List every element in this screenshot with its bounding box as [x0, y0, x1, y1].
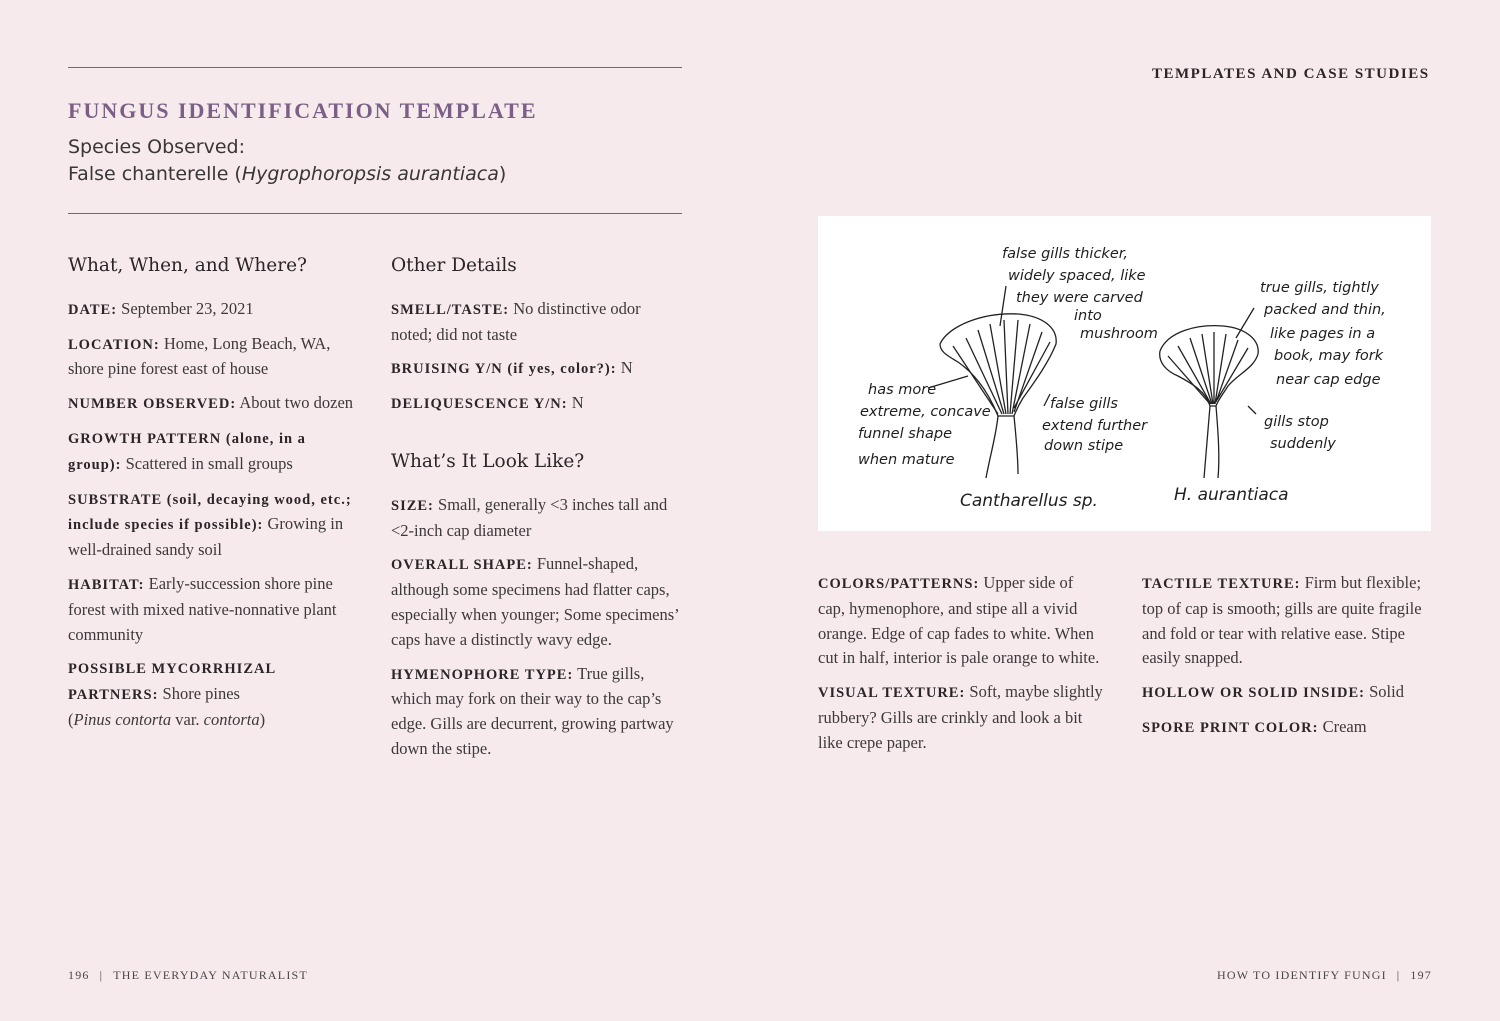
what-when-where-heading: What, When, and Where?	[68, 255, 307, 276]
smell-taste-field: SMELL/TASTE: No distinctive odor noted; did not taste	[391, 298, 641, 344]
growth-pattern-field: GROWTH PATTERN (alone, in a group): Scattered in small groups	[68, 430, 306, 473]
note-extend-1: false gills	[1050, 396, 1118, 412]
note-false-gills-5: mushroom	[1080, 326, 1158, 342]
tactile-texture-field: TACTILE TEXTURE: Firm but flexible; top of cap is smooth; gills are quite fragile and fold or tear with relative ease. Stipe easily snapped.	[1142, 573, 1422, 668]
note-extend-2: extend further	[1042, 418, 1148, 434]
note-gills-stop-1: gills stop	[1264, 414, 1329, 430]
tactile-spore-column	[1142, 571, 1432, 750]
note-true-gills-3: like pages in a	[1270, 326, 1376, 342]
colors-visual-column	[818, 571, 1103, 765]
note-true-gills-4: book, may fork	[1274, 348, 1384, 364]
page-number-right: 197	[1410, 968, 1432, 982]
footer-left: 196 | THE EVERYDAY NATURALIST	[68, 968, 308, 982]
note-concave-1: has more	[868, 382, 937, 398]
note-false-gills-2: widely spaced, like	[1008, 268, 1146, 284]
hymenophore-field: HYMENOPHORE TYPE: True gills, which may fork on their way to the cap’s edge. Gills are decurrent, growing partway down the stipe.	[391, 663, 674, 758]
caption-cantharellus: Cantharellus sp.	[960, 491, 1098, 511]
cantharellus-cap	[940, 314, 1056, 416]
what-when-where-column	[68, 254, 358, 742]
page-title: FUNGUS IDENTIFICATION TEMPLATE	[68, 98, 538, 123]
note-gills-stop-2: suddenly	[1270, 436, 1336, 452]
look-like-heading: What’s It Look Like?	[391, 450, 585, 472]
cantharellus-stipe	[986, 416, 1018, 478]
species-observed	[68, 134, 668, 188]
sketch-drawing	[818, 216, 1431, 531]
spore-print-field: SPORE PRINT COLOR: Cream	[1142, 716, 1367, 736]
hollow-solid-field: HOLLOW OR SOLID INSIDE: Solid	[1142, 682, 1404, 702]
cantharellus-gills	[953, 320, 1050, 414]
number-observed-field: NUMBER OBSERVED: About two dozen	[68, 393, 354, 413]
note-false-gills-1: false gills thicker,	[1002, 246, 1128, 262]
note-true-gills-2: packed and thin,	[1264, 302, 1386, 318]
date-field: DATE: September 23, 2021	[68, 298, 254, 318]
caption-aurantiaca: H. aurantiaca	[1174, 485, 1289, 505]
footer-right: HOW TO IDENTIFY FUNGI | 197	[1217, 968, 1432, 982]
substrate-field: SUBSTRATE (soil, decaying wood, etc.; include species if possible): Growing in well-drained sandy soil	[68, 491, 352, 560]
note-true-gills-5: near cap edge	[1276, 372, 1381, 388]
book-title: THE EVERYDAY NATURALIST	[113, 968, 308, 982]
title-rule	[68, 213, 682, 214]
bruising-field: BRUISING Y/N (if yes, color?): N	[391, 358, 633, 378]
visual-texture-field: VISUAL TEXTURE: Soft, maybe slightly rubbery? Gills are crinkly and look a bit like crepe paper.	[818, 682, 1103, 752]
aurantiaca-stipe	[1204, 406, 1219, 478]
note-concave-2: extreme, concave	[860, 404, 991, 420]
colors-patterns-field: COLORS/PATTERNS: Upper side of cap, hymenophore, and stipe all a vivid orange. Edge of cap fades to white. When cut in half, interior is pale orange to white.	[818, 573, 1100, 668]
aurantiaca-gills	[1168, 332, 1248, 404]
species-label: Species Observed:	[68, 136, 245, 158]
location-field: LOCATION: Home, Long Beach, WA, shore pine forest east of house	[68, 333, 331, 379]
size-field: SIZE: Small, generally <3 inches tall and <2-inch cap diameter	[391, 494, 668, 540]
other-details-heading: Other Details	[391, 255, 517, 276]
deliquescence-field: DELIQUESCENCE Y/N: N	[391, 393, 584, 413]
mycorrhizal-partners-field: POSSIBLE MYCORRHIZAL PARTNERS: Shore pines (Pinus contorta var. contorta)	[68, 661, 276, 729]
note-true-gills-1: true gills, tightly	[1260, 280, 1379, 296]
mushroom-sketch	[818, 216, 1431, 531]
running-head: TEMPLATES AND CASE STUDIES	[1152, 66, 1430, 82]
species-name: False chanterelle (Hygrophoropsis aurantiaca)	[68, 163, 507, 185]
habitat-field: HABITAT: Early-succession shore pine forest with mixed native-nonnative plant community	[68, 573, 337, 644]
page-number-left: 196	[68, 968, 90, 982]
note-concave-3: funnel shape	[858, 426, 952, 442]
chapter-title: HOW TO IDENTIFY FUNGI	[1217, 968, 1387, 982]
note-extend-3: down stipe	[1044, 438, 1124, 454]
note-concave-4: when mature	[858, 452, 955, 468]
note-false-gills-4: into	[1074, 308, 1102, 324]
top-rule	[68, 67, 682, 68]
other-details-column	[391, 254, 681, 771]
overall-shape-field: OVERALL SHAPE: Funnel-shaped, although some specimens had flatter caps, especially when younger; Some specimens’ caps have a distinctly wavy edge.	[391, 554, 679, 649]
note-false-gills-3: they were carved	[1016, 290, 1143, 306]
